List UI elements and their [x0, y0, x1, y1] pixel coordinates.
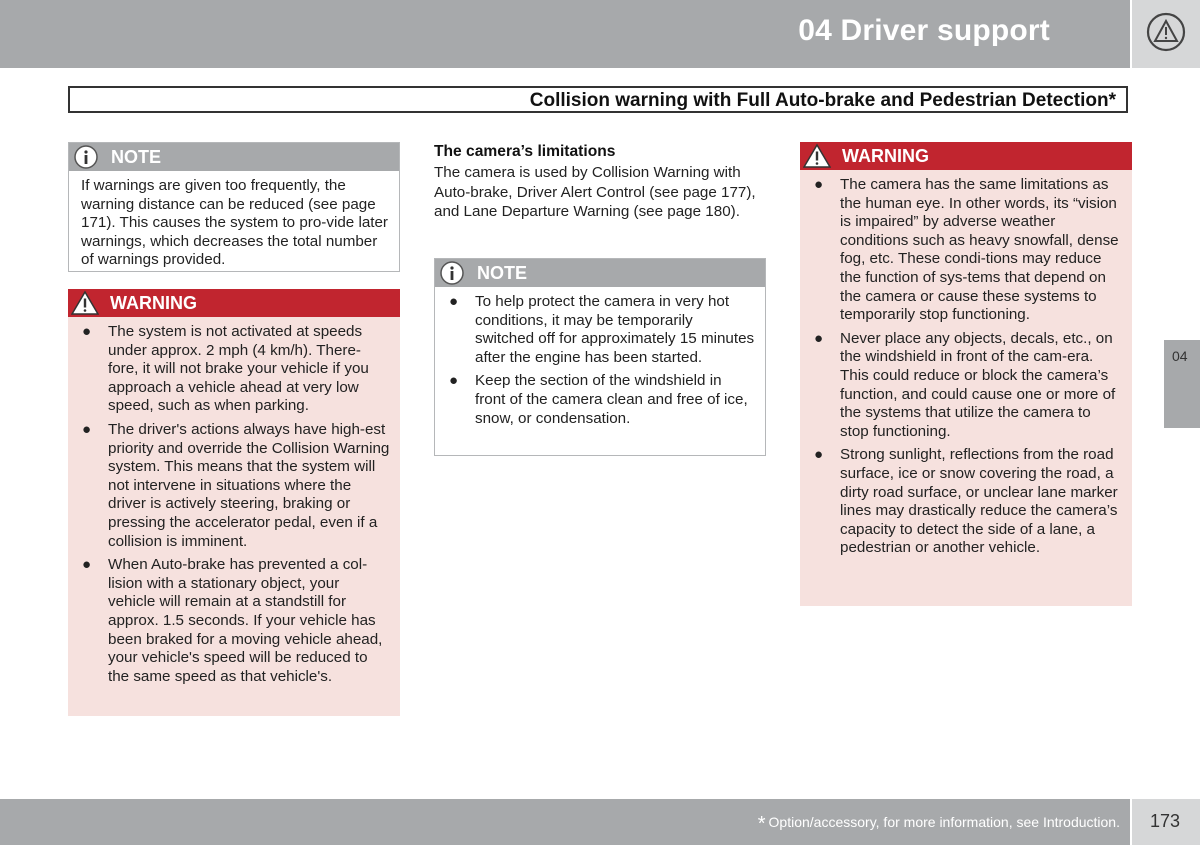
- page-number-box: [1132, 799, 1200, 845]
- footer-note: [758, 813, 1120, 836]
- list-item: ● The driver's actions always have high-est priority and override the Collision Warning system. This means that the system will not intervene in situations where the driver is actively steering, braking or pressing the accelerator pedal, even if a collision is imminent.: [82, 420, 390, 550]
- warning-label: WARNING: [842, 145, 929, 166]
- list-item: ● To help protect the camera in very hot conditions, it may be temporarily switched off for approximately 15 minutes after the engine has been started.: [449, 293, 755, 366]
- warning-triangle-icon: [70, 289, 100, 317]
- info-icon: [437, 259, 467, 287]
- warning-header: [800, 142, 1132, 170]
- warning-box-right: [800, 142, 1132, 606]
- note-box-middle: [434, 258, 766, 456]
- list-item: ● Never place any objects, decals, etc., on the windshield in front of the cam-era. This could reduce or block the camera’s function, and could cause one or more of the systems that utilize the camera to stop functioning.: [814, 329, 1116, 440]
- list-item: ● The camera has the same limitations as the human eye. In other words, its “vision is impaired” by adverse weather conditions such as heavy snowfall, dense fog, etc. These condi-tions may reduce the function of sys-tems that depend on the camera or cause these systems to temporarily stop functioning.: [814, 176, 1119, 324]
- camera-limitations-heading: The camera’s limitations: [434, 143, 616, 160]
- chapter-icon-box: [1132, 0, 1200, 68]
- warning-triangle-icon: [1146, 12, 1186, 57]
- asterisk: *: [757, 813, 766, 835]
- note-text: If warnings are given too frequently, the warning distance can be reduced (see page 171). This causes the system to pro-vide later warnings, which decreases the total number of warnings provided.: [81, 177, 388, 269]
- warning-list: [800, 170, 1132, 569]
- note-label: NOTE: [111, 146, 162, 167]
- list-item: ● Strong sunlight, reflections from the road surface, ice or snow covering the road, a dirty road surface, or unclear lane marker lines may drastically reduce the camera’s capacity to detect the side of a lane, a pedestrian or another vehicle.: [814, 446, 1118, 557]
- footer-bar: [0, 799, 1130, 845]
- section-title-box: [68, 86, 1128, 113]
- chapter-title: 04 Driver support: [798, 14, 1050, 47]
- camera-limitations-body: The camera is used by Collision Warning with Auto-brake, Driver Alert Control (see page 177), and Lane Departure Warning (see page 180).: [434, 164, 756, 220]
- chapter-side-tab[interactable]: 04: [1164, 340, 1200, 428]
- warning-list: [68, 317, 400, 697]
- note-header: [69, 143, 399, 171]
- list-item: ● When Auto-brake has prevented a col-lision with a stationary object, your vehicle will remain at a standstill for approx. 1.5 seconds. If your vehicle has been braked for a moving vehicle ahead, your vehicle's speed will be reduced to the same speed as that vehicle's.: [82, 556, 383, 685]
- footer-note-text: Option/accessory, for more information, see Introduction.: [768, 814, 1120, 830]
- warning-label: WARNING: [110, 292, 197, 313]
- note-list: [435, 287, 765, 439]
- note-box-left: [68, 142, 400, 272]
- chapter-header-bar: [0, 0, 1130, 68]
- warning-header: [68, 289, 400, 317]
- list-item: ● Keep the section of the windshield in front of the camera clean and free of ice, snow, or condensation.: [449, 372, 748, 427]
- warning-triangle-icon: [802, 142, 832, 170]
- page-number: 173: [1150, 811, 1181, 831]
- note-label: NOTE: [477, 262, 528, 283]
- note-header: [435, 259, 765, 287]
- info-icon: [71, 143, 101, 171]
- warning-box-left: [68, 289, 400, 716]
- list-item: ● The system is not activated at speeds under approx. 2 mph (4 km/h). There-fore, it will not brake your vehicle if you approach a vehicle ahead at very low speed, such as when parking.: [82, 323, 369, 415]
- section-title: Collision warning with Full Auto-brake and Pedestrian Detection*: [529, 90, 1116, 111]
